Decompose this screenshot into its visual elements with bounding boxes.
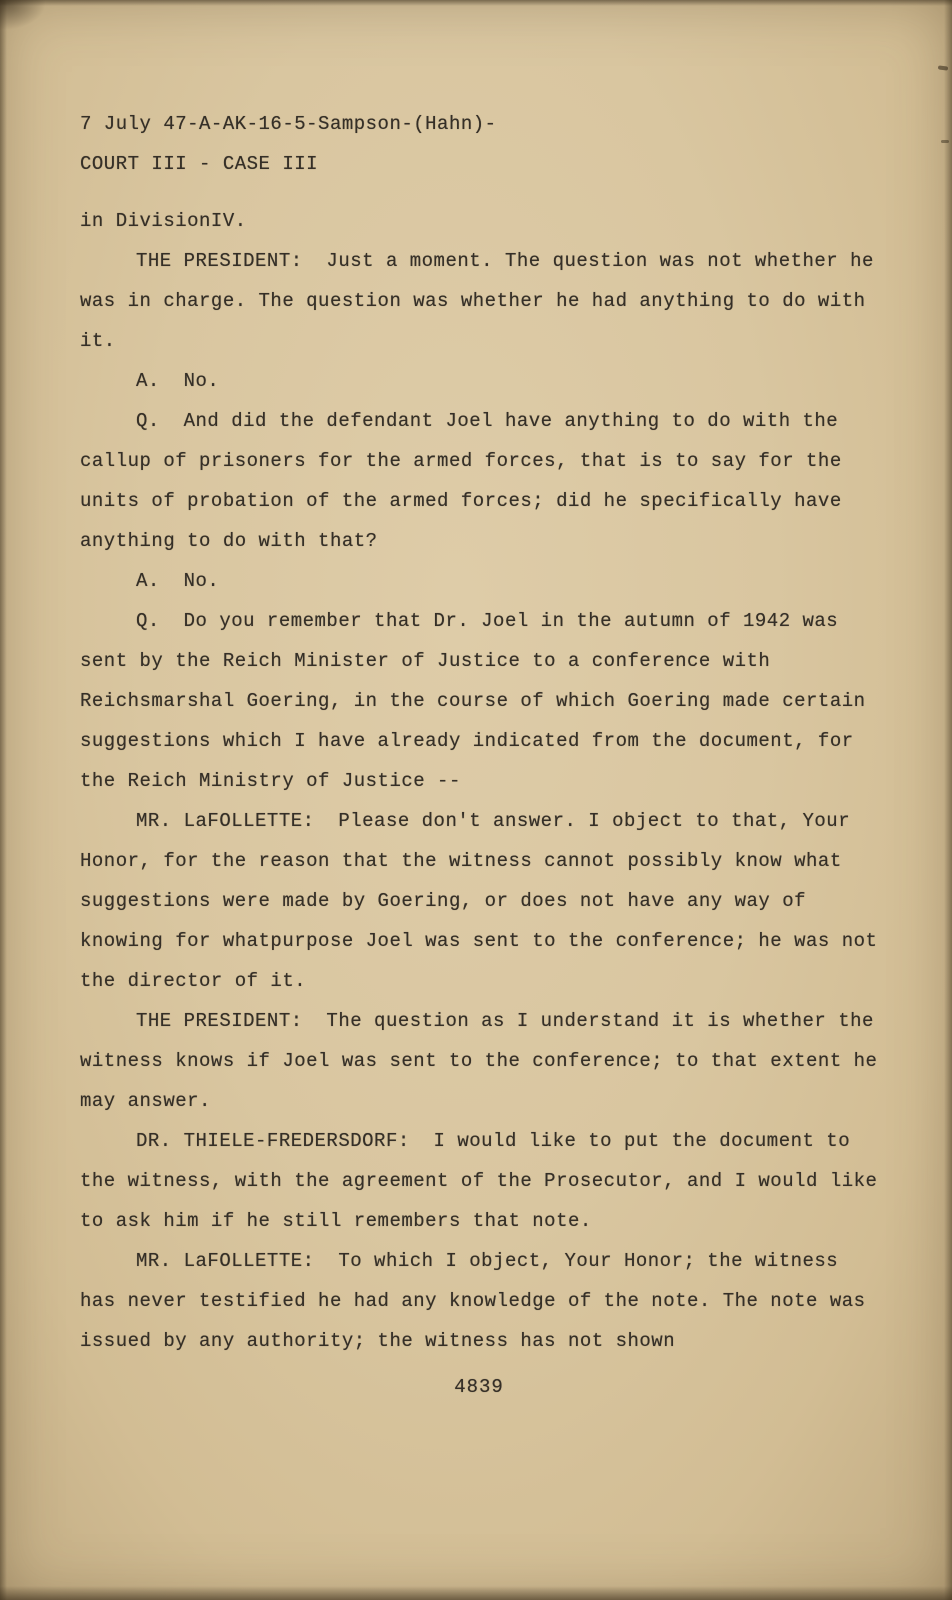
transcript-paragraph: Q. And did the defendant Joel have anything to do with the callup of prisoners for the armed forces, that is to say for the units of probation of the armed forces; did he specifically have anything to do with that? xyxy=(80,410,854,552)
transcript-paragraph: DR. THIELE-FREDERSDORF: I would like to put the document to the witness, with the agreement of the Prosecutor, and I would like to ask him if he still remembers that note. xyxy=(80,1130,890,1232)
document-header-line1: 7 July 47-A-AK-16-5-Sampson-(Hahn)- xyxy=(80,113,497,135)
page-number: 4839 xyxy=(454,1376,504,1398)
transcript-paragraph: THE PRESIDENT: The question as I understand it is whether the witness knows if Joel was sent to the conference; to that extent he may answer. xyxy=(80,1010,890,1112)
transcript-paragraph: MR. LaFOLLETTE: To which I object, Your Honor; the witness has never testified he had any knowledge of the note. The note was issued by any authority; the witness has not shown xyxy=(80,1250,878,1352)
document-header-line2: COURT III - CASE III xyxy=(80,153,319,175)
scan-edge-bottom xyxy=(0,1586,952,1600)
transcript-paragraph: A. No. xyxy=(136,570,220,592)
transcript-body xyxy=(80,201,890,1361)
transcript-paragraph: THE PRESIDENT: Just a moment. The question was not whether he was in charge. The question was whether he had anything to do with it. xyxy=(80,250,886,352)
transcript-paragraph: A. No. xyxy=(136,370,220,392)
transcript-paragraph: in DivisionIV. xyxy=(80,210,247,232)
transcript-paragraph: MR. LaFOLLETTE: Please don't answer. I object to that, Your Honor, for the reason that the witness cannot possibly know what suggestions were made by Goering, or does not have any way of knowing for whatpurpose Joel was sent to the conference; he was not the director of it. xyxy=(80,810,890,992)
transcript-paragraph: Q. Do you remember that Dr. Joel in the autumn of 1942 was sent by the Reich Minister of Justice to a conference with Reichsmarshal Goering, in the course of which Goering made certain suggestions which I have already indicated from the document, for the Reich Ministry of Justice -- xyxy=(80,610,878,792)
